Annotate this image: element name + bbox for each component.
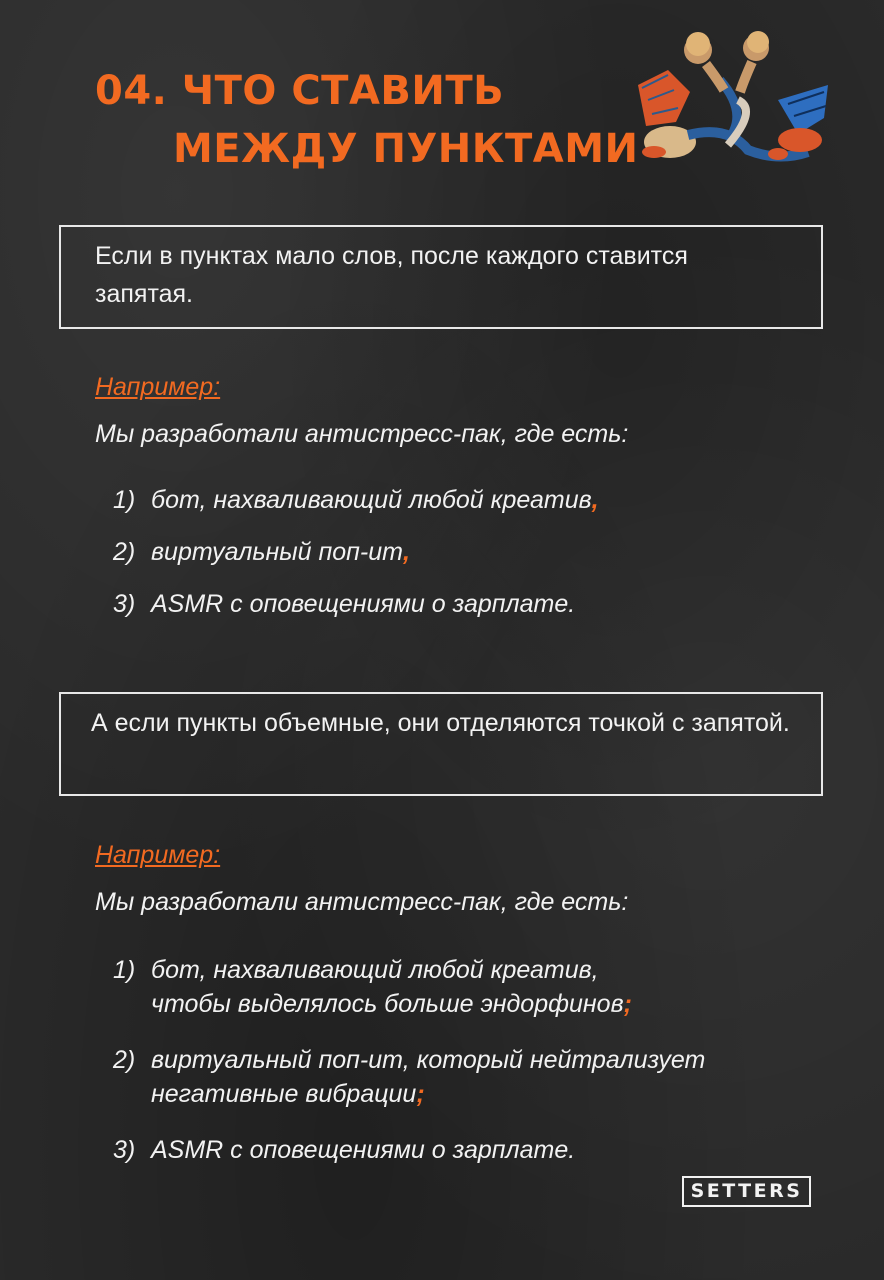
example-label: Например: xyxy=(95,373,221,401)
list-item-line: виртуальный поп-ит, который нейтрализует xyxy=(151,1046,706,1074)
list-item-number: 2) xyxy=(113,1046,136,1074)
punctuation-mark: ; xyxy=(623,990,632,1018)
example-list-comma xyxy=(113,483,599,639)
list-item-text: виртуальный поп-ит xyxy=(151,538,403,566)
list-item-line: бот, нахваливающий любой креатив, xyxy=(151,956,599,984)
title-line-2: МЕЖДУ ПУНКТАМИ xyxy=(173,126,639,172)
list-item-number: 2) xyxy=(113,538,136,566)
punctuation-mark: ; xyxy=(416,1080,425,1108)
list-item-line: чтобы выделялось больше эндорфинов xyxy=(151,990,624,1018)
list-item-text: бот, нахваливающий любой креатив xyxy=(151,486,592,514)
example-list-semicolon xyxy=(113,953,705,1189)
setters-logo: SETTERS xyxy=(682,1176,811,1207)
example-intro: Мы разработали антистресс-пак, где есть: xyxy=(95,888,629,916)
list-item xyxy=(113,483,599,517)
list-item-number: 1) xyxy=(113,956,136,984)
rule-box-comma: Если в пунктах мало слов, после каждого ставится запятая. xyxy=(59,225,823,329)
list-item-line: негативные вибрации xyxy=(151,1080,417,1108)
list-item-line: ASMR с оповещениями о зарплате. xyxy=(151,1136,576,1164)
punctuation-mark: , xyxy=(591,486,599,514)
list-item xyxy=(113,953,705,1021)
list-item-number: 3) xyxy=(113,1136,136,1164)
list-item xyxy=(113,587,599,621)
punctuation-mark: , xyxy=(402,538,410,566)
example-intro: Мы разработали антистресс-пак, где есть: xyxy=(95,420,629,448)
list-item-text: ASMR с оповещениями о зарплате. xyxy=(151,590,576,618)
title-line-1: 04. ЧТО СТАВИТЬ xyxy=(95,68,505,114)
list-item-number: 1) xyxy=(113,486,136,514)
list-item xyxy=(113,535,599,569)
page-title xyxy=(95,62,639,178)
rule-box-semicolon: А если пункты объемные, они отделяются точкой с запятой. xyxy=(59,692,823,796)
medieval-dragons-illustration xyxy=(628,30,840,170)
list-item xyxy=(113,1043,705,1111)
example-label: Например: xyxy=(95,841,221,869)
list-item xyxy=(113,1133,705,1167)
list-item-number: 3) xyxy=(113,590,136,618)
